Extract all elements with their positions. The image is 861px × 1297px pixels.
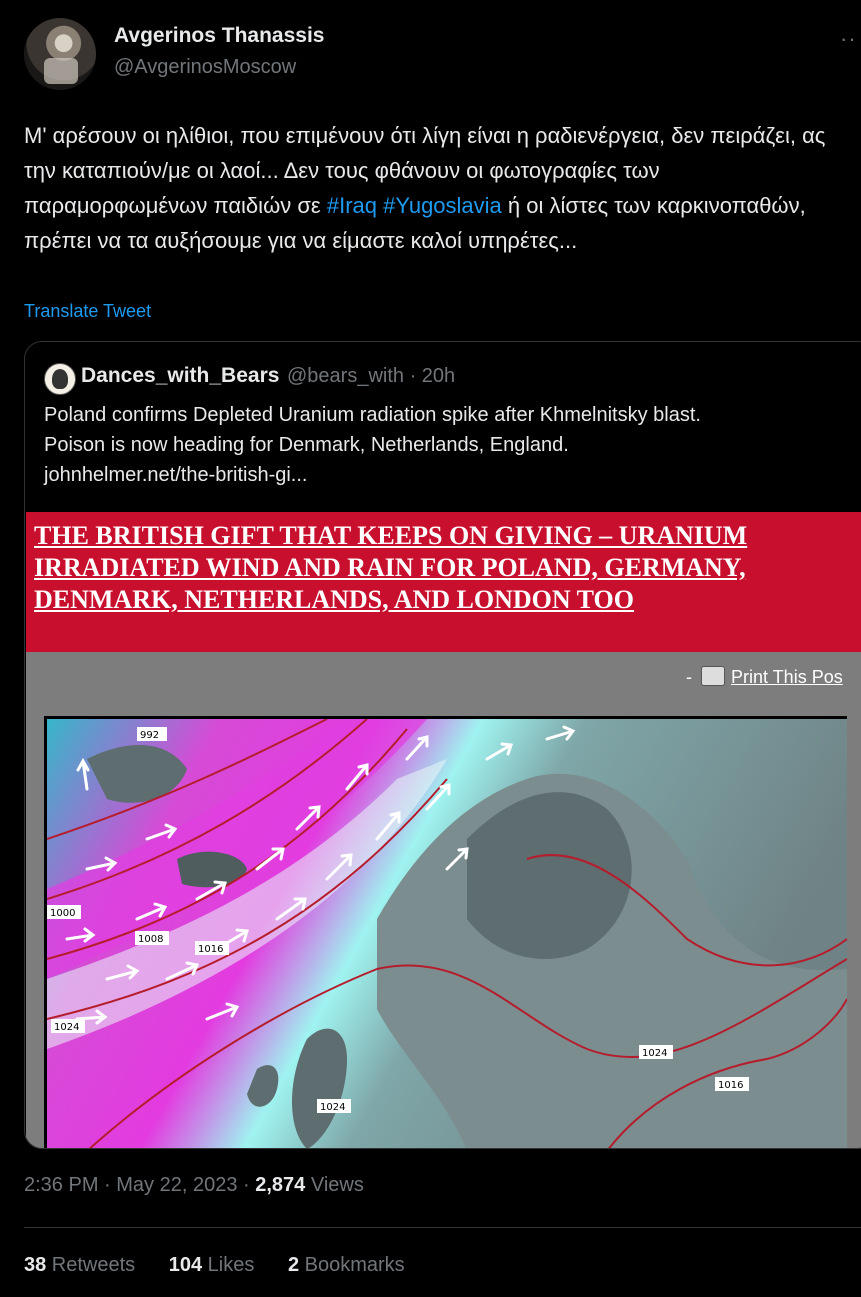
tweet-text: [24, 118, 844, 258]
likes-stat[interactable]: [169, 1254, 255, 1276]
quoted-tweet[interactable]: [24, 341, 861, 1149]
views-label: Views: [305, 1174, 364, 1196]
bookmarks-label: Bookmarks: [299, 1254, 405, 1276]
bookmarks-count: 2: [287, 1254, 300, 1276]
divider: [24, 1227, 861, 1228]
bookmarks-stat[interactable]: [288, 1254, 405, 1276]
quoted-author-avatar[interactable]: [44, 363, 76, 395]
article-headline: THE BRITISH GIFT THAT KEEPS ON GIVING – URANIUM IRRADIATED WIND AND RAIN FOR POLAND, GERMANY, DENMARK, NETHERLANDS, AND LONDON TOO: [34, 521, 748, 614]
quoted-link[interactable]: johnhelmer.net/the-british-gi...: [44, 464, 308, 486]
tweet-text-part: ή οι λίστες των καρκινοπαθών, πρέπει να τα αυξήσουμε για να είμαστε καλοί υπηρέτες...: [24, 193, 806, 253]
weather-map-image[interactable]: [44, 716, 847, 1149]
print-this-post-link[interactable]: [686, 666, 843, 688]
more-options-icon[interactable]: ··: [840, 26, 857, 51]
tweet-text-part: Μ' αρέσουν οι ηλίθιοι, που επιμένουν ότι λίγη είναι η ραδιενέργεια, δεν πειράζει, ας την καταπιούν/με οι λαοί... Δεν τους φθάνουν οι φωτογραφίες των παραμορφωμένων παιδιών σε: [24, 123, 826, 218]
tweet-date: May 22, 2023: [116, 1174, 238, 1196]
isobar-label: 1000: [50, 908, 76, 919]
likes-count: 104: [168, 1254, 203, 1276]
print-label: Print This Pos: [731, 667, 843, 687]
print-bar: [26, 652, 861, 698]
likes-label: Likes: [202, 1254, 255, 1276]
author-handle[interactable]: @AvgerinosMoscow: [114, 56, 297, 78]
quoted-author-meta: @bears_with · 20h: [287, 365, 456, 387]
quoted-author-name[interactable]: Dances_with_Bears: [81, 364, 280, 387]
isobar-label: 1008: [138, 934, 164, 945]
meta-separator: ·: [98, 1174, 117, 1196]
quoted-text-line: Poison is now heading for Denmark, Netherlands, England.: [44, 434, 569, 456]
views-count: 2,874: [255, 1174, 306, 1196]
tweet-timestamp[interactable]: [24, 1174, 364, 1197]
translate-tweet-link[interactable]: Translate Tweet: [24, 301, 152, 321]
meta-separator: ·: [237, 1174, 256, 1196]
map-frame: [26, 698, 861, 1148]
quoted-text-line: Poland confirms Depleted Uranium radiation spike after Khmelnitsky blast.: [44, 404, 701, 426]
print-prefix: -: [686, 667, 697, 687]
hashtag-yugoslavia[interactable]: #Yugoslavia: [383, 193, 502, 218]
engagement-stats: [24, 1254, 433, 1277]
article-headline-banner[interactable]: [26, 512, 861, 652]
isobar-label: 1016: [718, 1080, 744, 1091]
retweets-stat[interactable]: [24, 1254, 135, 1276]
isobar-label: 1024: [54, 1022, 80, 1033]
isobar-label: 1016: [198, 944, 224, 955]
retweets-label: Retweets: [46, 1254, 136, 1276]
author-avatar[interactable]: [24, 18, 96, 90]
isobar-label: 1024: [320, 1102, 346, 1113]
hashtag-iraq[interactable]: #Iraq: [326, 193, 378, 218]
quoted-tweet-text: [44, 400, 861, 490]
weather-map-svg: [47, 719, 847, 1149]
author-display-name[interactable]: Avgerinos Thanassis: [114, 24, 325, 47]
retweets-count: 38: [24, 1254, 47, 1276]
isobar-label: 1024: [642, 1048, 668, 1059]
printer-icon: [701, 666, 725, 686]
isobar-label: 992: [140, 730, 160, 741]
tweet-time: 2:36 PM: [24, 1174, 99, 1196]
